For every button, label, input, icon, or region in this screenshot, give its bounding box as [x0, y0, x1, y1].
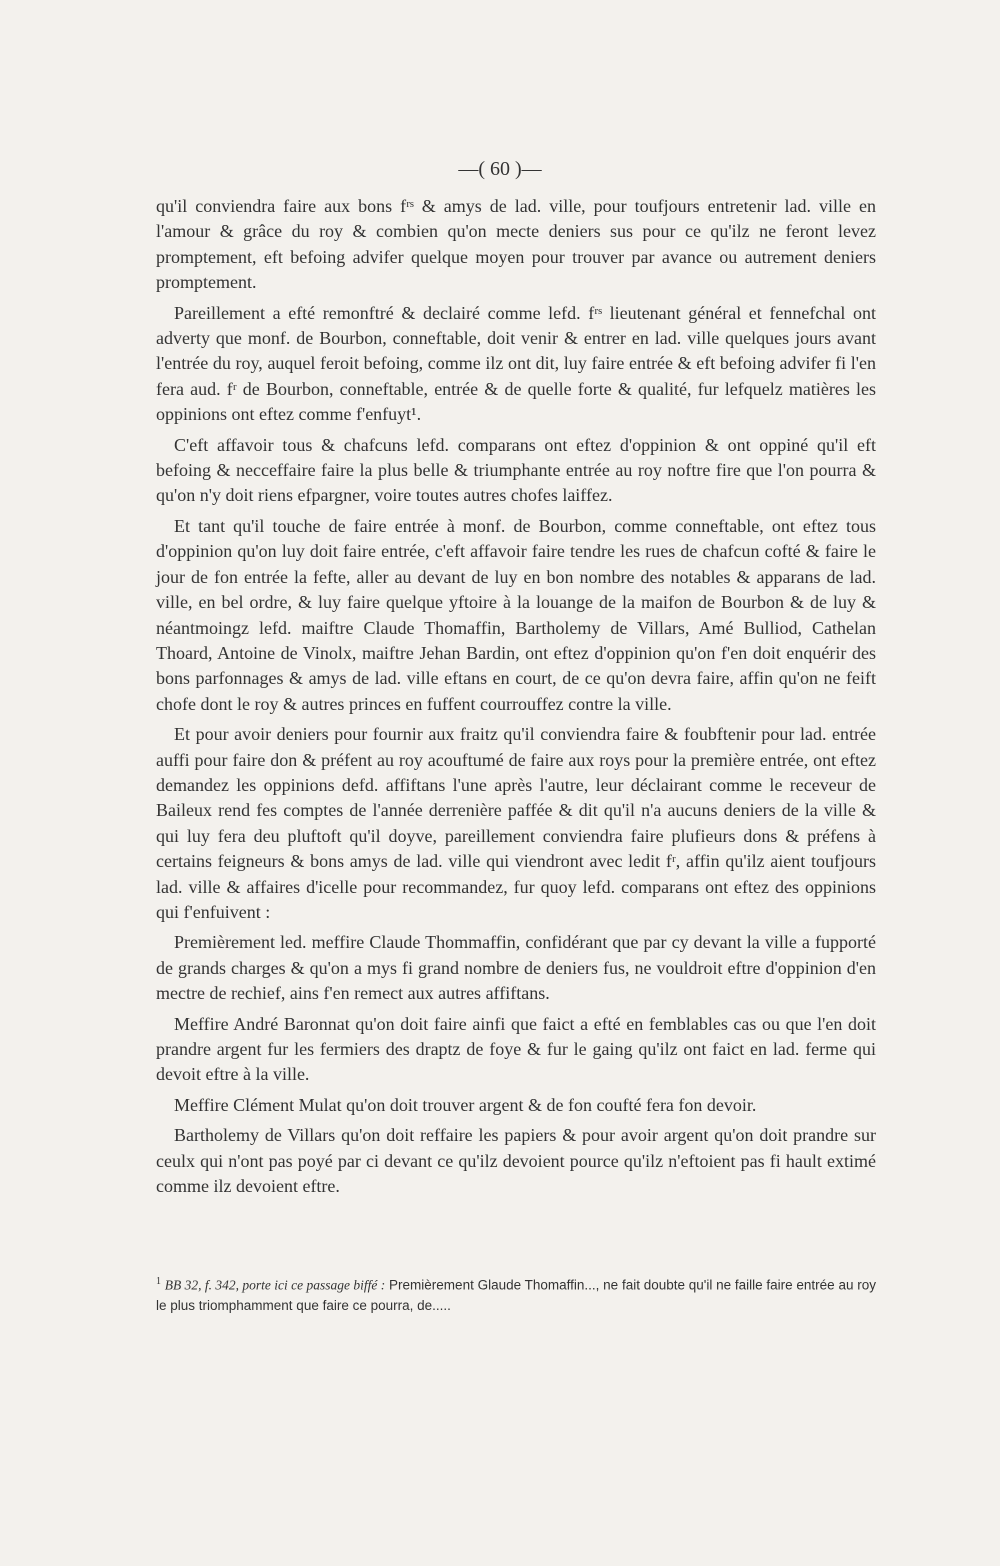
paragraph: Et tant qu'il touche de faire entrée à monf. de Bourbon, comme conneftable, ont eftez tous d'oppinion qu'on luy doit faire entrée, c'eft affavoir faire tendre les rues de chafcun cofté & faire le jour de fon entrée la fefte, aller au devant de luy en bon nombre des notables & apparans de lad. ville, en bel ordre, & luy faire quelque yftoire à la louange de la maifon de Bourbon & de luy & néantmoingz lefd. maiftre Claude Thomaffin, Bartholemy de Villars, Amé Bulliod, Cathelan Thoard, Antoine de Vinolx, maiftre Jehan Bardin, ont eftez d'oppinion qu'on f'en doit enquérir des bons parfonnages & amys de lad. ville eftans en court, de ce qu'on devra faire, affin qu'on ne feift chofe dont le roy & autres princes en fuffent courrouffez contre la ville.: [156, 515, 876, 714]
paragraph: C'eft affavoir tous & chafcuns lefd. comparans ont eftez d'oppinion & ont oppiné qu'il eft befoing & necceffaire faire la plus belle & triumphante entrée au roy noftre fire que l'on pourra & qu'on n'y doit riens efpargner, voire toutes autres chofes laiffez.: [156, 434, 876, 506]
paragraph: Meffire André Baronnat qu'on doit faire ainfi que faict a efté en femblables cas ou que l'en doit prandre argent fur les fermiers des draptz de foye & fur le gaing qu'ilz ont faict en lad. ferme qui devoit eftre à la ville.: [156, 1013, 876, 1085]
paragraph: Bartholemy de Villars qu'on doit reffaire les papiers & pour avoir argent qu'on doit prandre sur ceulx qui n'ont pas poyé par ci devant ce qu'ilz devoient pource qu'ilz n'eftoient pas fi hault extimé comme ilz devoient eftre.: [156, 1125, 876, 1197]
body-text: [156, 194, 876, 1204]
paragraph: Meffire Clément Mulat qu'on doit trouver argent & de fon coufté fera fon devoir.: [174, 1094, 757, 1115]
page-number: —( 60 )—: [458, 158, 542, 180]
footnote: [156, 1272, 876, 1316]
paragraph: Pareillement a efté remonftré & declairé comme lefd. fʳˢ lieutenant général et fennefchal ont adverty que monf. de Bourbon, conneftable, doit venir & entrer en lad. ville quelques jours avant l'entrée du roy, auquel feroit befoing, comme ilz ont dit, luy faire entrée & eft befoing advifer fi l'en fera aud. fʳ de Bourbon, conneftable, entrée & de quelle forte & qualité, fur lefquelz matières les oppinions ont eftez comme f'enfuyt¹.: [156, 302, 876, 425]
paragraph: qu'il conviendra faire aux bons fʳˢ & amys de lad. ville, pour toufjours entretenir lad. ville en l'amour & grâce du roy & combien qu'on mecte deniers sus pour ce qu'ilz ne feront levez promptement, eft befoing advifer quelque moyen pour trouver par avance ou autrement deniers promptement.: [156, 196, 876, 293]
footnote-text: Premièrement Glaude Thomaffin..., ne fait doubte qu'il ne faille faire entrée au roy le plus triomphamment que faire ce pourra, de.....: [156, 1277, 876, 1313]
footnote-mark: 1: [156, 1276, 161, 1287]
paragraph: Et pour avoir deniers pour fournir aux fraitz qu'il conviendra faire & foubftenir pour lad. entrée auffi pour faire don & préfent au roy acouftumé de faire aux roys pour la première entrée, ont eftez demandez les oppinions defd. affiftans l'une après l'autre, leur déclairant comme le receveur de Baileux rend fes comptes de l'année derrenière paffée & dit qu'il n'a aucuns deniers de la ville & qui luy fera deu pluftoft qu'il doyve, pareillement conviendra faire plufieurs dons & préfens à certains feigneurs & bons amys de lad. ville qui viendront avec ledit fʳ, affin qu'ilz aient toufjours lad. ville & affaires d'icelle pour recommandez, fur quoy lefd. comparans ont eftez des oppinions qui f'enfuivent :: [156, 724, 876, 922]
footnote-source: BB 32, f. 342, porte ici ce passage biffé :: [164, 1277, 386, 1293]
paragraph: Premièrement led. meffire Claude Thommaffin, confidérant que par cy devant la ville a fupporté de grands charges & qu'on a mys fi grand nombre de deniers fus, ne vouldroit eftre d'oppinion d'en mectre de rechief, ains f'en remect aux autres affiftans.: [156, 932, 876, 1004]
